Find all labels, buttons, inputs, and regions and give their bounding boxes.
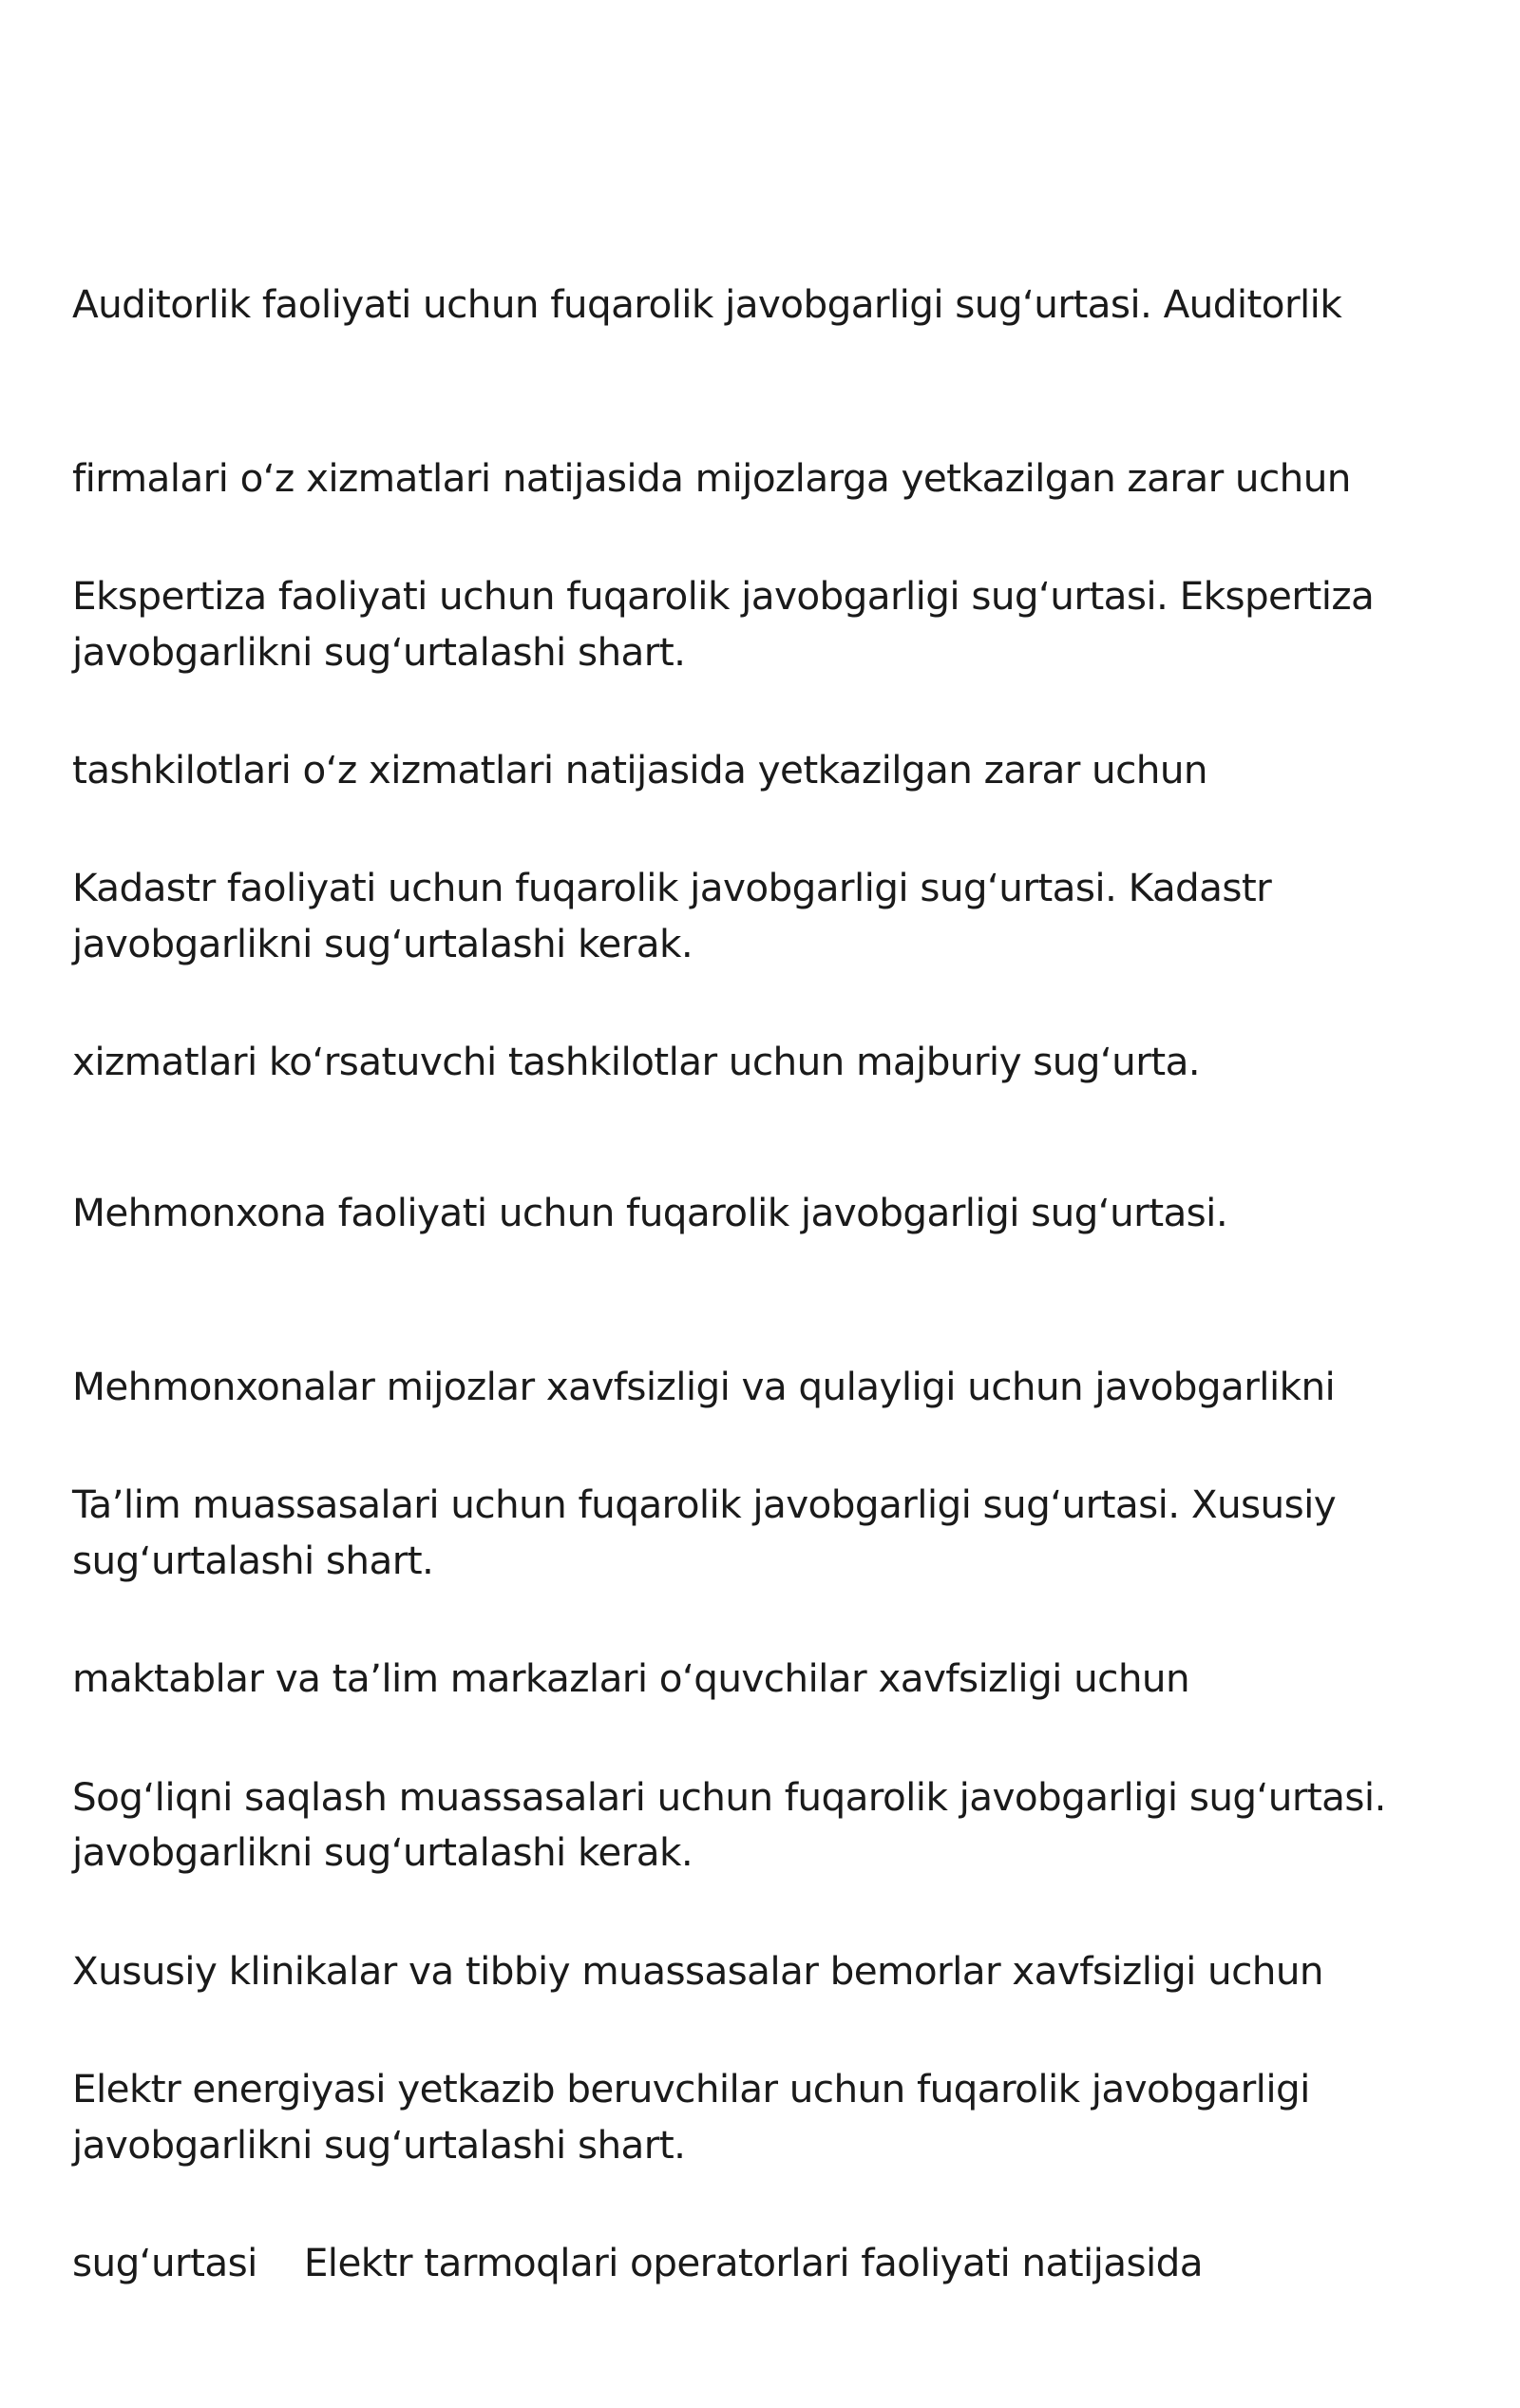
text-line: javobgarlikni sug‘urtalashi kerak. bbox=[72, 1829, 694, 1875]
text-line: Elektr energiyasi yetkazib beruvchilar uchun fuqarolik javobgarligi bbox=[72, 2066, 1310, 2112]
text-line: firmalari o‘z xizmatlari natijasida mijozlarga yetkazilgan zarar uchun bbox=[72, 455, 1351, 501]
text-line: javobgarlikni sug‘urtalashi kerak. bbox=[72, 921, 694, 966]
paragraph-elektr-energiyasi bbox=[72, 1944, 1469, 2408]
text-line: Sog‘liqni saqlash muassasalari uchun fuqarolik javobgarligi sug‘urtasi. bbox=[72, 1774, 1386, 1820]
text-line: Ekspertiza faoliyati uchun fuqarolik javobgarligi sug‘urtasi. Ekspertiza bbox=[72, 573, 1375, 619]
text-line: javobgarlikni sug‘urtalashi shart. bbox=[72, 2122, 686, 2168]
text-line: Mehmonxona faoliyati uchun fuqarolik javobgarligi sug‘urtasi. bbox=[72, 1190, 1228, 1235]
text-line: sug‘urtalashi shart. bbox=[72, 1538, 434, 1583]
text-line: Xususiy klinikalar va tibbiy muassasalar bemorlar xavfsizligi uchun bbox=[72, 1948, 1323, 1994]
text-line: maktablar va ta’lim markazlari o‘quvchilar xavfsizligi uchun bbox=[72, 1655, 1190, 1701]
text-line: Auditorlik faoliyati uchun fuqarolik javobgarligi sug‘urtasi. Auditorlik bbox=[72, 281, 1342, 327]
text-line: sug‘urtasi Elektr tarmoqlari operatorlari faoliyati natijasida bbox=[72, 2240, 1204, 2285]
text-line: tashkilotlari o‘z xizmatlari natijasida yetkazilgan zarar uchun bbox=[72, 747, 1207, 793]
text-line: xizmatlari ko‘rsatuvchi tashkilotlar uchun majburiy sug‘urta. bbox=[72, 1039, 1201, 1084]
text-line: Ta’lim muassasalari uchun fuqarolik javobgarligi sug‘urtasi. Xususiy bbox=[72, 1481, 1337, 1527]
text-line: javobgarlikni sug‘urtalashi shart. bbox=[72, 629, 686, 675]
text-line: Kadastr faoliyati uchun fuqarolik javobgarligi sug‘urtasi. Kadastr bbox=[72, 865, 1272, 910]
text-line: Mehmonxonalar mijozlar xavfsizligi va qulayligi uchun javobgarlikni bbox=[72, 1364, 1336, 1409]
